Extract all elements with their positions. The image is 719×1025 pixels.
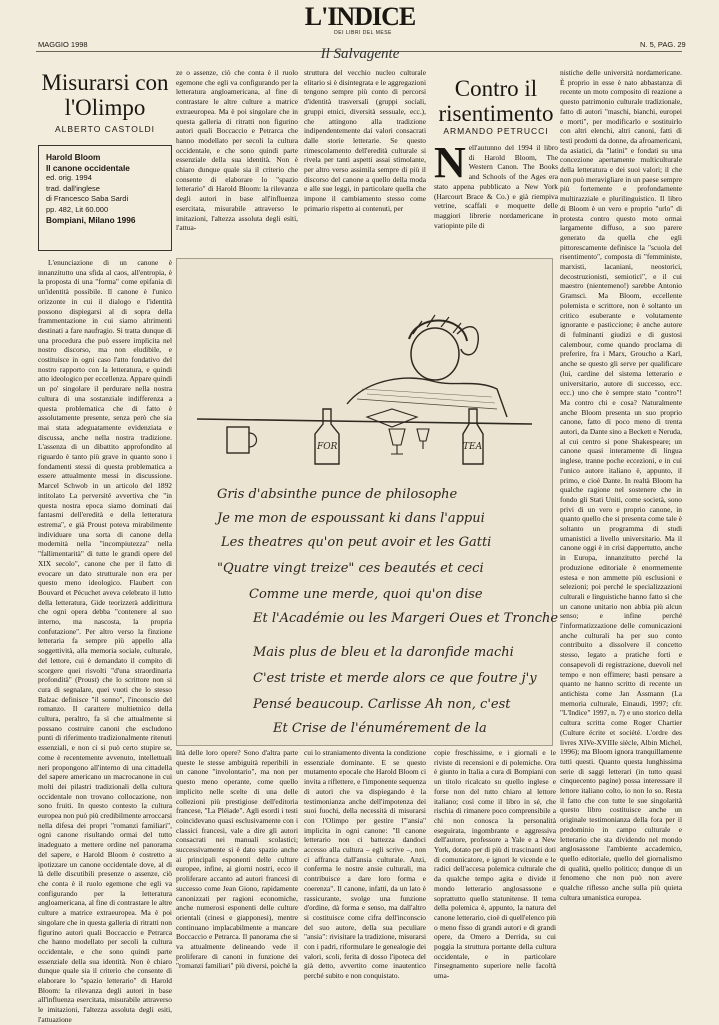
article1-author: ALBERTO CASTOLDI bbox=[54, 124, 156, 134]
book-publisher: Bompiani, Milano 1996 bbox=[46, 215, 136, 225]
handwritten-line-6: Et l'Académie ou les Margeri Oues et Tronche bbox=[253, 611, 559, 626]
article1-column-3-lower bbox=[304, 748, 426, 1010]
article2-column-2 bbox=[560, 68, 682, 1010]
magazine-subtitle: DEI LIBRI DEL MESE bbox=[334, 30, 392, 36]
article1-text-2: ze o assenze, ciò che conta è il ruolo egemone che egli va configurando per la letteratura angloamericana, al fine di contrastare le altre culture a matrice extraeuropea. Ma è poi singolare che in questa galleria di ritratti non figurino autori quali Boccaccio e Petrarca che hanno modellato per secoli la cultura occidentale, e che sono quindi parte essenziale della sua identità. Non è chiaro dunque quale sia il criterio che consente di elaborare lo "spazio letterario" di Harold Bloom: la rilevanza degli autori in base all'influenza esercitata, misurabile attraverso le imitazioni, l'altezza assoluta degli esiti, l'attua- bbox=[176, 68, 298, 233]
handwritten-line-10: Et Crise de l'énumérement de la bbox=[273, 721, 487, 736]
page-number: N. 5, PAG. 29 bbox=[640, 40, 686, 49]
article2-column-1-lower bbox=[434, 748, 556, 1010]
issue-date: MAGGIO 1998 bbox=[38, 40, 88, 49]
handwritten-line-5: Comme une merde, quoi qu'on dise bbox=[249, 587, 483, 602]
book-pages-price: pp. 482, Lit 60.000 bbox=[46, 204, 109, 214]
handwritten-line-8: C'est triste et merde alors ce que foutre j'y bbox=[253, 671, 537, 686]
article1-text-4: lità delle loro opere? Sono d'altra parte queste le stesse ambiguità reperibili in un canone "involontario", ma non per questo meno operante, come quello implicito nelle scelte di una delle collezioni più prestigiose dell'editoria francese, "La Pléiade". Agli esordi i testi coincidevano quasi esclusivamente con i classici francesi, vale a dire gli autori consacrati nei manuali scolastici; successivamente si è dato spazio anche ai principali esponenti delle culture europee, infine, ai giorni nostri, ecco il proliferare accanto ad autori francesi di successo come Jean Giono, rapidamente canonizzati per ragioni economiche, anche numerosi esponenti delle culture orientali (cinesi e giapponesi), mentre continuano implacabilmente a mancare Boccaccio e Petrarca. Il panorama che si va attualmente delineando vede il proliferare di canoni in funzione dei "romanzi familiari" più diversi, poiché la bbox=[176, 748, 298, 971]
book-info-box bbox=[38, 145, 172, 251]
article1-column-2-lower bbox=[176, 748, 298, 1010]
article2-column-1 bbox=[434, 138, 558, 255]
magazine-logo: L'INDICE bbox=[304, 2, 416, 31]
book-edition: ed. orig. 1994 bbox=[46, 173, 92, 182]
article2-text-3: nistiche delle università nordamericane. È proprio in esse è nato abbastanza di recente un moto composito di reazione a questo patrimonio culturale tradizionale, fatto di autori "maschi, bianchi, europei e morti", per modificarlo e sostituirlo con altri elenchi, altri canoni, fatti di testi prodotti da donne, da afroamericani, da asiatici, da "latini" e fondati su una concezione apertamente multiculturale della letteratura e dei suoi valori; il che non può meravigliare in un paese sempre più fortemente e profondamente multirazziale e plurilinguistico. Il libro di Bloom è un vero e proprio "urlo" di protesta contro questo moto ormai largamente diffuso, a suo parere generato da quella che egli pittorescamente definisce la "scuola del risentimento", composta di "femministe, marxisti, lacaniani, neostorici, decostruzionisti, semiotici", e il cui maestro (nientemeno!) sarebbe Antonio Gramsci. Ma Bloom, eccellente polemista e scrittore, non è soltanto un critico esuberante e volutamente ignorante e pasticcione; è anche autore di fulminanti giudizi e di gustosi calembour, come quando proclama di preferire, fra i Marx, Groucho a Karl, anche se questo gli serve per qualificare (lui, cardine del sistema letterario e universitario, autore di successo, ecc. ecc.) uno che è sempre stato "contro"! Ma contro chi e cosa? Naturalmente anche Bloom presenta un suo proprio canone, fatto di poco meno di trenta autori, da Dante sino a Beckett e Neruda, al cui centro si pone Shakespeare; un canone quasi interamente di lingua inglese, tranne poche eccezioni, e in cui l'unico autore italiano è, appunto, il primo, e cioè Dante. In realtà Bloom ha qualche ragione nel sostenere che in fondo gli Stati Uniti, come società, sono privi di un vero e proprio canone, in quanto quello che si presenta come tale è soltanto un programma di studi umanistici a livello universitario. Ma il canone oggi è in crisi dappertutto, anche in Europa, innanzitutto perché la produzione editoriale è enormemente estesa e non ammette più esclusioni e selezioni; poi perché le specializzazioni culturali e linguistiche hanno fatto sì che un canone unitario non abbia più alcun senso; e infine perché l'informatizzazione delle comunicazioni anche culturali ha per suo conto contribuito a dissolvere il concetto stesso, legato a pratiche forti e consapevoli di registrazione, duevoli nel tempo e non effimere; basti pensare a quanto ne hanno scritto di recente un antichista come Jan Assmann (La memoria culturale, Einaudi, 1997; cfr. "L'Indice" 1997, n. 7) e uno storico della cultura scritta come Roger Chartier (Culture écrite et société. L'ordre des livres XIVe-XVIIIe siècle, Albin Michel, 1996); ma Bloom ignora tranquillamente tutti questi. Quanto questa lunghissima serie di saggi letterari (in tutto quasi cinquecento pagine) possa interessare il lettore italiano colto, io non lo so. Resta il fatto che con tutte le sue singolarità questo libro costituisce anche un originale testimonianza della fora per il predominio in campo culturale e letterario che sta dividendo nel mondo anglosassone l'ambiente accademico, quello editoriale, quello del giornalismo di qualità, quello politico; dunque di un fenomeno che non può non avere qualche riflesso anche sulla più quieta cultura umanistica europea. bbox=[560, 68, 682, 902]
book-title: Il canone occidentale bbox=[46, 162, 130, 173]
article1-column-2 bbox=[176, 68, 298, 254]
section-title: Il Salvagente bbox=[320, 46, 400, 62]
handwritten-line-2: Je me mon de espoussant ki dans l'appui bbox=[217, 511, 485, 526]
article2-text-2: copie freschissime, e i giornali e le riviste di recensioni e di polemiche. Ora è giunto in Italia a cura di Bompiani con un titolo ricalcato su quello inglese e forse non del tutto chiaro al lettore italiano; così come il libro in sé, che rischia di rimanere poco comprensibile a chi non conosca la personalità eseguirata, ingombrante e aggressiva dell'autore, professore a Yale e a New York, dotato per di più di trascinanti doti di comunicatore, e ignori le vicende e le radici dell'accesa polemica culturale che da qualche tempo agita e divide il mondo letterario anglosassone e soprattutto quello statunitense. Il tema della polemica è, appunto, la natura del canone letterario, cioè di quell'elenco più o meno fisso di grandi autori e di grandi opere, da Omero a Derrida, su cui poggia la struttura portante della cultura occidentale, e in particolare l'insegnamento superiore nelle facoltà uma- bbox=[434, 748, 556, 981]
article2-title: Contro il risentimento bbox=[438, 76, 554, 126]
handwritten-line-7: Mais plus de bleu et la daronfide machi bbox=[253, 645, 514, 660]
drop-cap: N bbox=[434, 138, 466, 187]
article1-column-3 bbox=[304, 68, 426, 254]
book-author: Harold Bloom bbox=[46, 152, 101, 162]
book-translator: di Francesco Saba Sardi bbox=[46, 194, 129, 203]
book-translation: trad. dall'inglese bbox=[46, 183, 100, 193]
article2-author: ARMANDO PETRUCCI bbox=[443, 126, 549, 136]
handwritten-line-1: Gris d'absinthe punce de philosophe bbox=[217, 487, 458, 502]
bottle-label-1: FOR bbox=[317, 442, 338, 452]
article2-text-1: ell'autunno del 1994 il libro di Harold Bloom, The Western Canon. The Books and Schools of the Ages era stato appena pubblicato a New York (Harcourt Brace & Co.) e già riempiva vetrine, scaffali e moquette delle maggiori librerie nordamericane in variopinte pile di bbox=[434, 143, 558, 230]
masthead bbox=[0, 2, 719, 48]
article1-text-5: cui lo straniamento diventa la condizione essenziale dominante. E se questo mutamento epocale che Harold Bloom ci invita a riflettere, e l'imponente sequenza di autori che va dispiegando è la testimonianza anche dell'impotenza dei suoi fuochi, della necessità di misurarsi con l'Olimpo per gestire l'"ansia" implicita in ogni canone: "Il canone letterario non ci battezza dandoci accesso alla cultura – egli scrive –, non ci affranca dall'ansia culturale. Anzi, conferma le nostre ansie culturali, ma contribuisce a dare loro forma e coerenza". Il canone, infatti, da un lato è rassicurante, svolge una funzione d'ordine, dà forma e senso, ma dall'altro si costituisce come cifra dell'inconscio del suo autore, della sua peculiare "ansia": rivisitare la tradizione, misurarsi con i padri, riformulare le genealogie dei valori, scoli, ferita di dosso l'ipoteca del già detto, avvertito come inautentico perché subito e non conquistato. bbox=[304, 748, 426, 981]
article1-title: Misurarsi con l'Olimpo bbox=[41, 70, 169, 120]
article1-text-3: struttura del vecchio nucleo culturale elitario si è disintegrata e le aggregazioni tengono sempre più conto di percorsi d'identità trasversali (gruppi sociali, gruppi etnici, diversità sessuale, ecc.), che attingono alla tradizione indipendentemente dai valori consacrati dalle storie letterarie. Se questo rimescolamento dell'eredità culturale si rivela per tanti aspetti assai stimolante, per altro verso assimila sempre di più il discorso del canone a quello della moda e alle sue leggi, in particolare quella che impone il cambiamento stesso come primario rispetto ai contenuti, per bbox=[304, 68, 426, 213]
handwritten-line-4: "Quatre vingt treize" ces beautés et ceci bbox=[217, 561, 484, 576]
article1-column-1 bbox=[38, 258, 173, 1024]
illustration-drawing bbox=[176, 258, 559, 746]
article1-text-1: L'enunciazione di un canone è innanzitutto una sfida al caos, all'entropia, è la proposta di una "forma" come epifania di un'identità possibile. Il canone è l'unico orizzonte in cui il dialogo e l'identità possono dispiegarsi al di sopra della frammentazione in cui siamo altrimenti destinati a fare naufragio. Si tratta dunque di una procedura che può essere implicita nel nostro discorso, ma non eludibile, e costituisce in ogni caso l'atto fondativo del nostro rapporto con la letteratura, e quindi atto ideologico per eccellenza. Appare quindi un po' singolare il perdurare nella nostra cultura di una sostanziale indifferenza a questa problematica che di fatto è assolutamente presente, senza però che sia mai stata adeguatamente evidenziata e discussa, anche nella nostra tradizione. L'assenza di un dibattito approfondito al riguardo è tanto più grave in quanto sono i fondamenti stessi di questa problematica a essere attualmente messi in discussione. Marcel Schwob in un articolo del 1892 intitolato La perversité avvertiva che "in questa nostra epoca siamo dominati dai fantasmi dell'eredità e della letteratura estrema", e già Proust poteva mirabilmente individuare una sorta di canone della modernità nella "incompiutezza" nella "fallimentarità" di tutte le grandi opere del XIX secolo", canone che per il fatto di evocare un dato strutturale non era per questo meno ideologico. Flaubert con Bouvard et Pécuchet aveva celebrato il lutto della letteratura, Gide teorizzerà addirittura che ogni opera debba "contenere al suo interno, ma nascosta, la propria confutazione". Per altro verso la finzione letteraria fa sempre più appello alla soggettività, alla memoria sociale, culturale, del lettore, cui è demandato il compito di scorgere quei risvolti "d'una straordinaria profondità" (Proust) che lo scrittore non si cura di segnalare, quei vuoti che lo stesso Balzac definisce "il sonno", l'inconscio del romanzo. Il carattere multietnico della cultura, peraltro, fa sì che attualmente si possano costruire canoni che escludono punti di riferimento tradizionalmente ritenuti essenziali, e non ci si può certo stupire se, come è recentemente avvenuto, intellettuali neri propongono all'interno di una cittadella del sapere americano un macrocanone in cui molti dei pilastri tradizionali della cultura occidentale non trovano collocazione, non sono fruiti. In questo contesto la cultura europea non può più credibilmente arroccarsi nella difesa dei propri "romanzi familiari", ogni canone risultando ormai del tutto inadeguato a mettere ordine nel panorama del sapere, e Harold Bloom è costretto a ipotizzare un canone occidentale dove, al di là delle discutibili presenze o assenze, ciò che conta è il ruolo egemone che egli va configurando per la letteratura angloamericana, al fine di contrastare le altre culture a matrice extraeuropea. Ma è poi singolare che in questa galleria di ritratti non figurino autori quali Boccaccio e Petrarca che hanno modellato per secoli la cultura occidentale, e che sono quindi parte essenziale della sua identità. Non è chiaro dunque quale sia il criterio che consente di elaborare lo "spazio letterario" di Harold Bloom: la rilevanza degli autori in base all'influenza esercitata, misurabile attraverso le imitazioni, l'altezza assoluta degli esiti, l'attuazione bbox=[38, 258, 173, 1024]
handwritten-line-3: Les theatres qu'on peut avoir et les Gatti bbox=[221, 535, 492, 550]
bottle-label-2: TEA bbox=[463, 442, 483, 452]
handwritten-line-9: Pensé beaucoup. Carlisse Ah non, c'est bbox=[253, 697, 511, 712]
